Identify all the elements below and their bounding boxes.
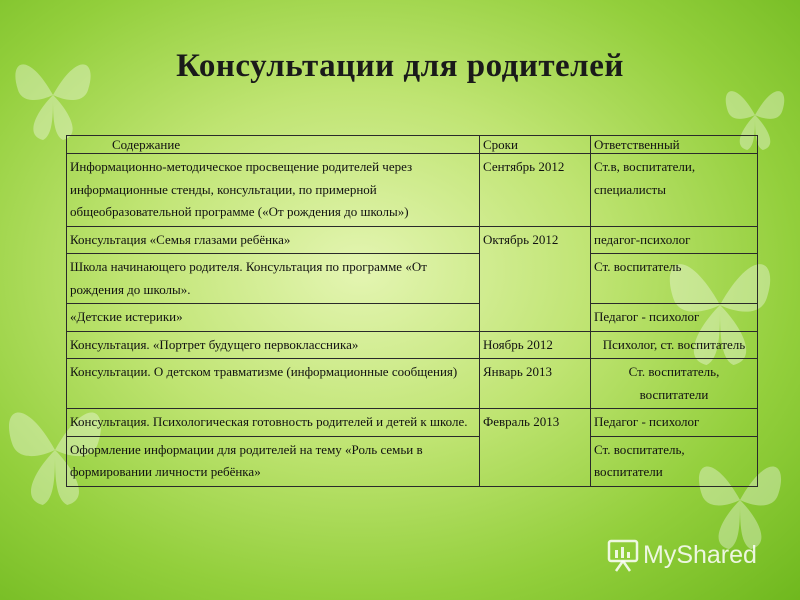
header-content: Содержание (67, 136, 480, 154)
row-responsible: педагог-психолог (591, 226, 758, 254)
row-term: Февраль 2013 (480, 409, 591, 487)
table-row (67, 226, 758, 254)
watermark-logo (607, 538, 757, 572)
table-row (67, 359, 758, 409)
row-content: «Детские истерики» (67, 304, 480, 332)
row-content: Консультация «Семья глазами ребёнка» (67, 226, 480, 254)
table-row (67, 254, 758, 304)
table-row (67, 436, 758, 486)
presentation-board-icon (607, 538, 639, 572)
row-content: Информационно-методическое просвещение родителей через информационные стенды, консультации, по примерной общеобразовательной программе («От рождения до школы») (67, 154, 480, 227)
row-responsible: Педагог - психолог (591, 304, 758, 332)
row-content: Оформление информации для родителей на тему «Роль семьи в формировании личности ребёнка» (67, 436, 480, 486)
table-row (67, 304, 758, 332)
watermark-text: MyShared (643, 540, 757, 569)
table-header-row (67, 136, 758, 154)
row-responsible: Ст. воспитатель, воспитатели (591, 359, 758, 409)
row-content: Консультация. Психологическая готовность родителей и детей к школе. (67, 409, 480, 437)
row-responsible: Педагог - психолог (591, 409, 758, 437)
row-content: Консультация. «Портрет будущего первоклассника» (67, 331, 480, 359)
header-responsible: Ответственный (591, 136, 758, 154)
consultations-table (66, 135, 758, 487)
page-title: Консультации для родителей (176, 48, 624, 84)
row-term: Ноябрь 2012 (480, 331, 591, 359)
row-responsible: Ст. воспитатель (591, 254, 758, 304)
table-row (67, 331, 758, 359)
row-term: Январь 2013 (480, 359, 591, 409)
row-responsible: Психолог, ст. воспитатель (591, 331, 758, 359)
row-term: Сентябрь 2012 (480, 154, 591, 227)
row-term: Октябрь 2012 (480, 226, 591, 331)
table-row (67, 409, 758, 437)
row-content: Консультации. О детском травматизме (информационные сообщения) (67, 359, 480, 409)
row-responsible: Ст. воспитатель, воспитатели (591, 436, 758, 486)
header-term: Сроки (480, 136, 591, 154)
row-responsible: Ст.в, воспитатели, специалисты (591, 154, 758, 227)
row-content: Школа начинающего родителя. Консультация по программе «От рождения до школы». (67, 254, 480, 304)
table-row (67, 154, 758, 227)
